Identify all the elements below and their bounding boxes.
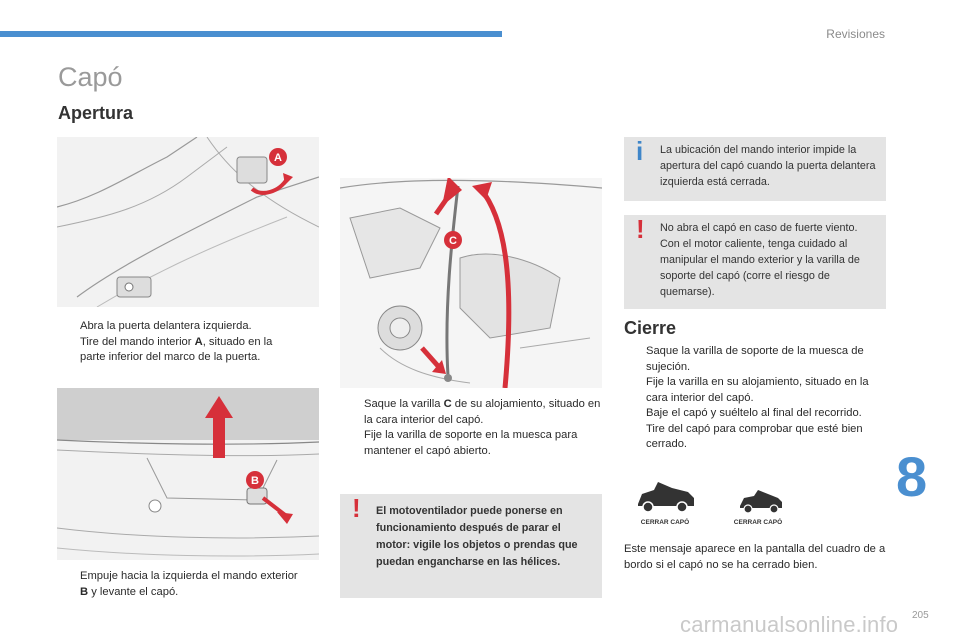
list-item: Fije la varilla en su alojamiento, situado en la cara interior del capó. [646,376,869,404]
fan-warning-box [340,494,602,598]
callout-b-label: B [251,475,259,487]
hood-open-icon-large [632,478,698,526]
hood-icon-label: CERRAR CAPÓ [733,519,783,526]
apertura-step2-list [58,569,298,600]
list-item: Baje el capó y suéltelo al final del recorrido. [646,407,862,419]
hood-warning-text: No abra el capó en caso de fuerte viento. Con el motor caliente, tenga cuidado al manipular el mando exterior y la varilla de soporte del capó (corre el riesgo de quemarse). [660,222,860,298]
callout-a-label: A [274,152,282,164]
watermark: carmanualsonline.info [680,612,899,637]
hood-icon-label: CERRAR CAPÓ [640,519,690,526]
apertura-step1-list [58,319,298,366]
list-item: Empuje hacia la izquierda el mando exterior B y levante el capó. [80,570,298,598]
hood-warning-box [624,215,886,309]
info-note-box [624,137,886,201]
heading-cierre: Cierre [624,318,677,338]
apertura-step3-list [342,397,604,459]
warning-icon: ! [636,214,645,244]
heading-apertura: Apertura [58,103,134,123]
header-accent-bar [0,31,502,37]
section-name: Revisiones [826,27,885,41]
info-icon: i [636,136,644,166]
warning-icon: ! [352,493,361,523]
chapter-number: 8 [896,445,928,508]
list-item: Saque la varilla de soporte de la muesca de sujeción. [646,345,864,373]
page-number: 205 [912,610,929,621]
figure-exterior-lever [57,388,319,560]
dashboard-message-text: Este mensaje aparece en la pantalla del cuadro de a bordo si el capó no se ha cerrado bien. [624,543,886,571]
hood-open-icon-small [728,486,788,526]
figure-support-rod [340,178,602,388]
cierre-steps-list [624,344,886,453]
list-item: Tire del capó para comprobar que esté bien cerrado. [646,422,863,450]
list-item: Fije la varilla de soporte en la muesca para mantener el capó abierto. [364,429,578,457]
list-item: Abra la puerta delantera izquierda. [80,320,252,332]
car-hood-open-icon [632,478,698,514]
figure-interior-lever [57,137,319,307]
callout-c-label: C [449,235,457,247]
car-hood-open-icon [728,486,788,514]
list-item: Tire del mando interior A, situado en la parte inferior del marco de la puerta. [80,335,273,363]
info-note-text: La ubicación del mando interior impide la apertura del capó cuando la puerta delantera izquierda está cerrada. [660,144,876,188]
list-item: Saque la varilla C de su alojamiento, situado en la cara interior del capó. [364,398,601,426]
fan-warning-text: El motoventilador puede ponerse en funcionamiento después de parar el motor: vigile los objetos o prendas que puedan engancharse en las hélices. [376,505,578,568]
page-title: Capó [58,62,123,92]
